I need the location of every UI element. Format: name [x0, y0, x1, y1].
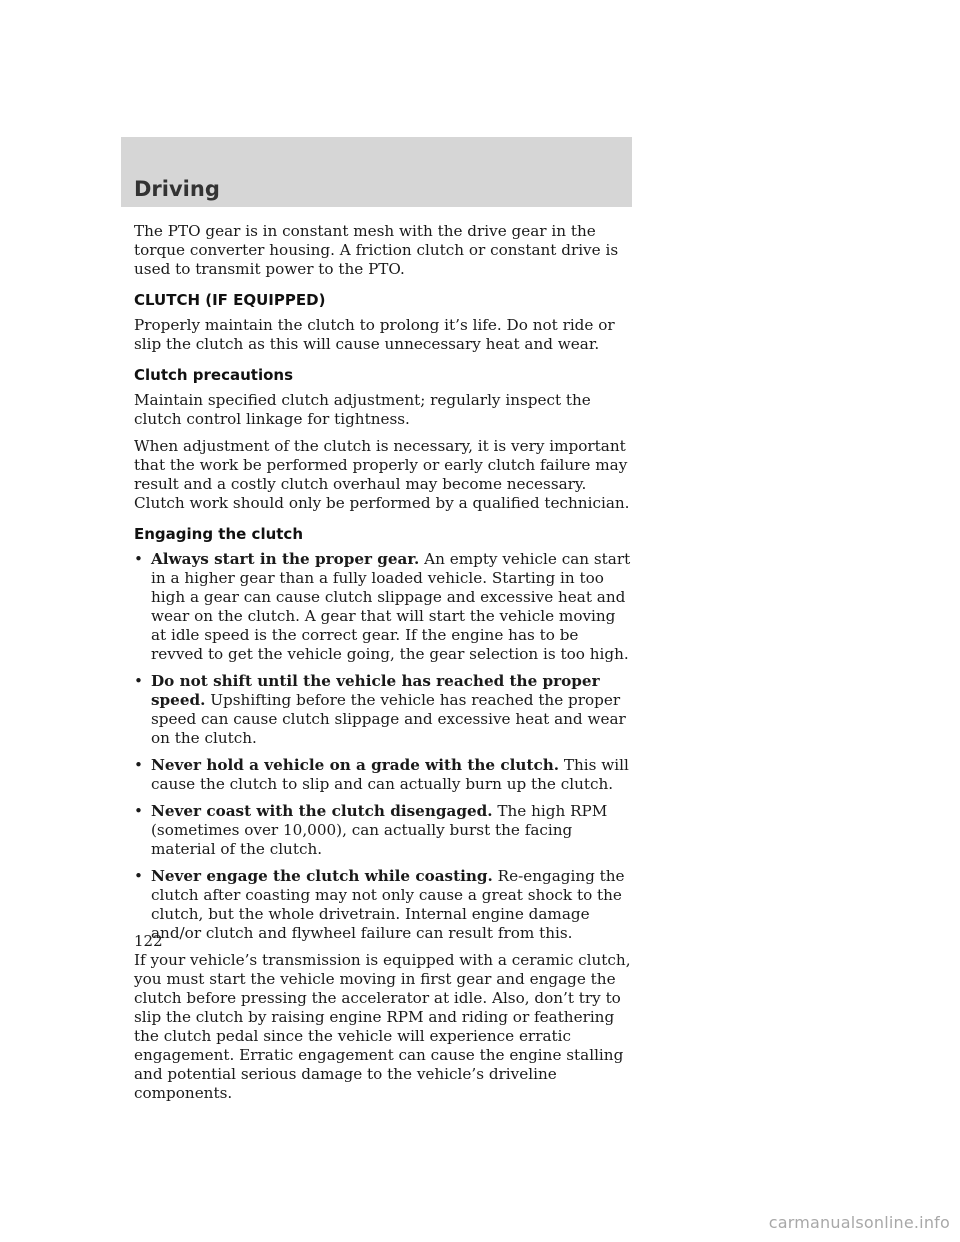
bullet-icon: • — [134, 802, 143, 820]
list-item-lead: Always start in the proper gear. — [151, 550, 420, 568]
list-item-text: Re-engaging the clutch after coasting may not only cause a great shock to the clutch, but the whole drivetrain. Internal engine damage and/or clutch and flywheel failure can result from this. — [151, 867, 625, 942]
site-watermark: carmanualsonline.info — [768, 1213, 950, 1232]
section-header-band — [121, 137, 632, 207]
page-content — [134, 222, 634, 1111]
list-item-lead: Never engage the clutch while coasting. — [151, 867, 493, 885]
bullet-icon: • — [134, 550, 143, 568]
engaging-list — [134, 550, 634, 943]
list-item-text: An empty vehicle can start in a higher gear than a fully loaded vehicle. Starting in too high a gear can cause clutch slippage and excessive heat and wear on the clutch. A gear that will start the vehicle moving at idle speed is the correct gear. If the engine has to be revved to get the vehicle going, the gear selection is too high. — [151, 550, 631, 663]
list-item-lead: Never hold a vehicle on a grade with the clutch. — [151, 756, 560, 774]
list-item — [134, 672, 634, 748]
list-item-text: This will cause the clutch to slip and can actually burn up the clutch. — [151, 756, 629, 793]
bullet-icon: • — [134, 867, 143, 885]
list-item — [134, 756, 634, 794]
intro-paragraph: The PTO gear is in constant mesh with the drive gear in the torque converter housing. A friction clutch or constant drive is used to transmit power to the PTO. — [134, 222, 619, 278]
list-item-text: Upshifting before the vehicle has reached the proper speed can cause clutch slippage and excessive heat and wear on the clutch. — [151, 691, 626, 747]
precautions-heading: Clutch precautions — [134, 366, 294, 384]
engaging-heading: Engaging the clutch — [134, 525, 303, 543]
precautions-paragraph-1: Maintain specified clutch adjustment; regularly inspect the clutch control linkage for tightness. — [134, 391, 591, 428]
bullet-icon: • — [134, 756, 143, 774]
section-title: Driving — [134, 177, 220, 201]
clutch-heading: CLUTCH (IF EQUIPPED) — [134, 291, 326, 309]
list-item-lead: Do not shift until the vehicle has reached the proper speed. — [151, 672, 600, 709]
ceramic-clutch-paragraph: If your vehicle’s transmission is equipped with a ceramic clutch, you must start the vehicle moving in first gear and engage the clutch before pressing the accelerator at idle. Also, don’t try to slip the clutch by raising engine RPM and riding or feathering the clutch pedal since the vehicle will experience erratic engagement. Erratic engagement can cause the engine stalling and potential serious damage to the vehicle’s driveline components. — [134, 951, 631, 1102]
bullet-icon: • — [134, 672, 143, 690]
list-item — [134, 867, 634, 943]
list-item — [134, 802, 634, 859]
precautions-paragraph-2: When adjustment of the clutch is necessary, it is very important that the work be performed properly or early clutch failure may result and a costly clutch overhaul may become necessary. Clutch work should only be performed by a qualified technician. — [134, 437, 630, 512]
list-item — [134, 550, 634, 664]
list-item-lead: Never coast with the clutch disengaged. — [151, 802, 493, 820]
list-item-text: The high RPM (sometimes over 10,000), can actually burst the facing material of the clutch. — [151, 802, 608, 858]
page-number: 122 — [134, 932, 163, 950]
clutch-paragraph: Properly maintain the clutch to prolong it’s life. Do not ride or slip the clutch as this will cause unnecessary heat and wear. — [134, 316, 615, 353]
